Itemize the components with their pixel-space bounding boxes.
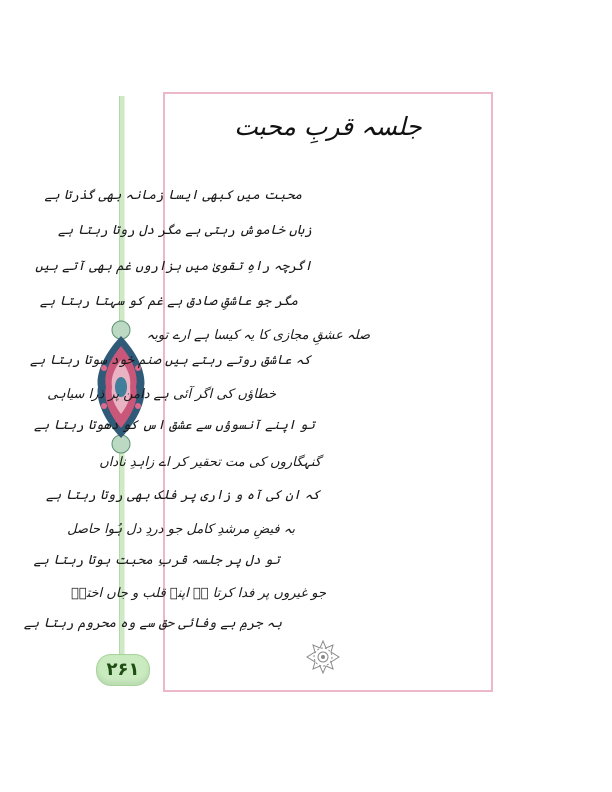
verse-line-7: خطاؤں کی اگر آئی ہے دامن پر ذرا سیاہی — [47, 387, 276, 402]
verse-line-12: تو دل پر جلسہ قربِ محبت ہوتا رہتا ہے — [33, 553, 280, 568]
verse-line-9: گنہگاروں کی مت تحقیر کر اے زاہدِ ناداں — [99, 455, 321, 470]
flower-medallion-icon — [306, 640, 340, 674]
verse-line-1: محبت میں کبھی ایسا زمانہ بھی گذرتا ہے — [44, 188, 302, 203]
verse-line-10: کہ ان کی آہ و زاری پر فلک بھی روتا رہتا ہے — [46, 488, 320, 503]
verse-line-14: بہ جرمِ بے وفائی حق سے وہ محروم رہتا ہے — [23, 616, 282, 631]
verse-line-3: اگرچہ راہِ تقویٰ میں ہزاروں غم بھی آتے ہیں — [35, 259, 312, 274]
verse-line-11: بہ فیضِ مرشدِ کامل جو دردِ دل ہُوا حاصل — [67, 522, 295, 537]
poem-title: جلسہ قربِ محبت — [234, 112, 422, 141]
verse-line-13: جو غیروں پر فدا کرتا ہے اپنے قلب و جاں اخترؔ — [70, 586, 326, 601]
page-number: ۲۶۱ — [96, 654, 150, 686]
verse-line-2: زباں خاموش رہتی ہے مگر دل روتا رہتا ہے — [58, 223, 312, 238]
verse-line-6: کہ عاشق روتے رہتے ہیں صنم خود سوتا رہتا ہے — [30, 353, 311, 368]
verse-line-5: صلہ عشقِ مجازی کا یہ کیسا ہے ارے توبہ — [146, 328, 370, 343]
verse-line-4: مگر جو عاشقِ صادق ہے غم کو سہتا رہتا ہے — [39, 294, 298, 309]
verse-line-8: تو اپنے آنسوؤں سے عشق اس کو دھوتا رہتا ہے — [34, 418, 315, 433]
